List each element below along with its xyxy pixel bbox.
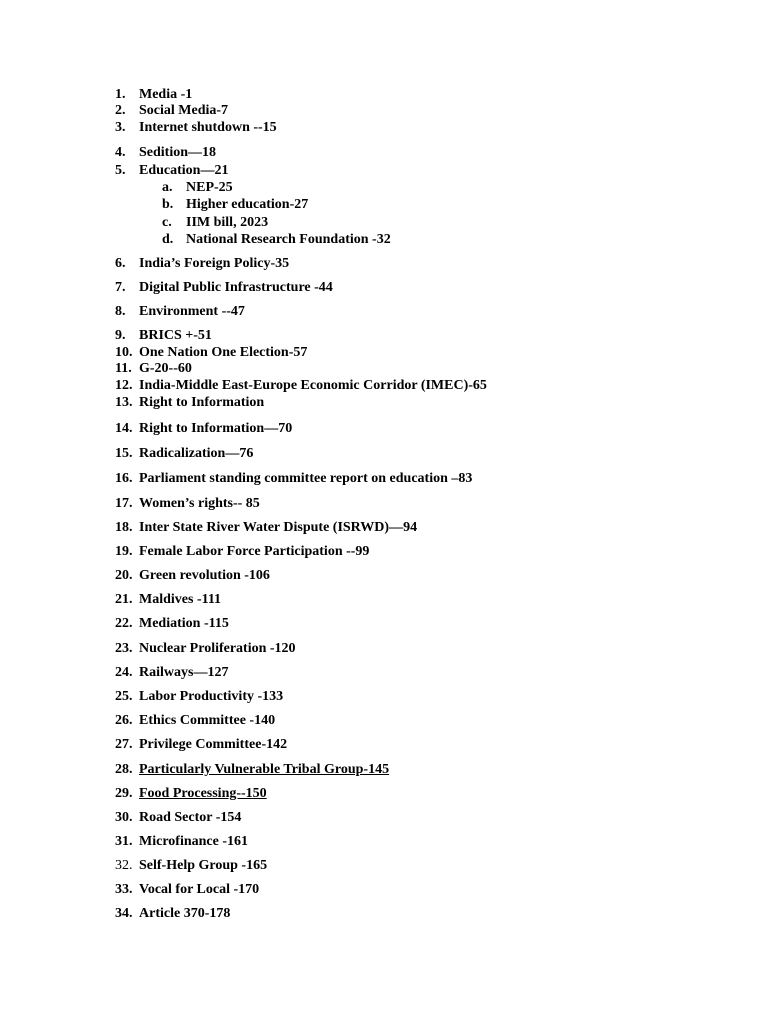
entry-number: 31.	[115, 834, 133, 849]
entry-number: 6.	[115, 256, 126, 271]
toc-entry	[115, 858, 267, 874]
entry-text: Particularly Vulnerable Tribal Group-145	[139, 762, 390, 777]
entry-text: Road Sector -154	[139, 810, 242, 825]
toc-entry	[115, 471, 472, 487]
entry-text: Parliament standing committee report on education –83	[139, 471, 473, 486]
toc-entry	[115, 120, 277, 136]
entry-text: National Research Foundation -32	[186, 232, 391, 247]
entry-number: 13.	[115, 395, 133, 410]
toc-entry	[115, 446, 253, 462]
toc-entry	[115, 87, 192, 103]
entry-number: 24.	[115, 665, 133, 680]
entry-number: 17.	[115, 496, 133, 511]
toc-entry	[115, 378, 487, 394]
toc-entry	[115, 737, 287, 753]
entry-text: Right to Information—70	[139, 421, 293, 436]
entry-text: Railways—127	[139, 665, 229, 680]
entry-number: 34.	[115, 906, 133, 921]
toc-entry	[115, 810, 241, 826]
toc-entry	[115, 103, 228, 119]
entry-number: 26.	[115, 713, 133, 728]
toc-entry	[115, 256, 289, 272]
entry-text: Female Labor Force Participation --99	[139, 544, 370, 559]
entry-text: Ethics Committee -140	[139, 713, 276, 728]
entry-text: Green revolution -106	[139, 568, 270, 583]
entry-text: Right to Information	[139, 395, 265, 410]
entry-number: 16.	[115, 471, 133, 486]
toc-entry	[115, 520, 417, 536]
toc-entry	[115, 145, 216, 161]
entry-number: 20.	[115, 568, 133, 583]
toc-entry	[115, 395, 264, 411]
entry-letter: a.	[162, 180, 173, 195]
toc-entry	[115, 496, 260, 512]
toc-entry	[115, 361, 192, 377]
entry-text: Higher education-27	[186, 197, 309, 212]
entry-text: IIM bill, 2023	[186, 215, 269, 230]
entry-number: 7.	[115, 280, 126, 295]
toc-entry	[115, 163, 228, 179]
toc-entry	[115, 328, 212, 344]
entry-number: 14.	[115, 421, 133, 436]
toc-entry	[115, 834, 248, 850]
toc-entry	[115, 345, 307, 361]
entry-number: 9.	[115, 328, 126, 343]
toc-entry	[115, 641, 296, 657]
entry-text: G-20--60	[139, 361, 192, 376]
entry-text: Education—21	[139, 163, 229, 178]
entry-text: Labor Productivity -133	[139, 689, 284, 704]
entry-text: India-Middle East-Europe Economic Corridor (IMEC)-65	[139, 378, 487, 393]
entry-number: 11.	[115, 361, 132, 376]
toc-entry	[115, 906, 230, 922]
entry-text: BRICS +-51	[139, 328, 212, 343]
entry-number: 33.	[115, 882, 133, 897]
entry-text: Digital Public Infrastructure -44	[139, 280, 333, 295]
toc-entry	[115, 592, 221, 608]
entry-number: 2.	[115, 103, 126, 118]
entry-number: 10.	[115, 345, 133, 360]
toc-entry	[115, 304, 245, 320]
toc-entry	[115, 568, 270, 584]
entry-letter: b.	[162, 197, 174, 212]
entry-text: Radicalization—76	[139, 446, 254, 461]
entry-text: Vocal for Local -170	[139, 882, 260, 897]
entry-number: 30.	[115, 810, 133, 825]
entry-text: Internet shutdown --15	[139, 120, 277, 135]
entry-text: Maldives -111	[139, 592, 222, 607]
entry-number: 25.	[115, 689, 133, 704]
toc-entry	[115, 713, 275, 729]
entry-text: Inter State River Water Dispute (ISRWD)—94	[139, 520, 418, 535]
toc-entry	[115, 280, 333, 296]
entry-number: 19.	[115, 544, 133, 559]
entry-letter: d.	[162, 232, 174, 247]
entry-number: 18.	[115, 520, 133, 535]
entry-number: 22.	[115, 616, 133, 631]
entry-text: India’s Foreign Policy-35	[139, 256, 290, 271]
entry-text: Social Media-7	[139, 103, 229, 118]
entry-number: 3.	[115, 120, 126, 135]
entry-text: Mediation -115	[139, 616, 229, 631]
entry-text: Privilege Committee-142	[139, 737, 288, 752]
entry-text: Sedition—18	[139, 145, 217, 160]
toc-entry	[115, 544, 369, 560]
toc-entry	[115, 786, 267, 802]
toc-entry	[115, 762, 389, 778]
entry-text: Environment --47	[139, 304, 245, 319]
toc-subentry	[162, 180, 233, 196]
entry-number: 27.	[115, 737, 133, 752]
toc-entry	[115, 689, 283, 705]
entry-number: 28.	[115, 762, 133, 777]
entry-text: One Nation One Election-57	[139, 345, 308, 360]
entry-letter: c.	[162, 215, 172, 230]
entry-number: 12.	[115, 378, 133, 393]
entry-text: Microfinance -161	[139, 834, 248, 849]
entry-text: Food Processing--150	[139, 786, 267, 801]
toc-subentry	[162, 215, 268, 231]
toc-subentry	[162, 232, 391, 248]
toc-entry	[115, 616, 229, 632]
entry-number: 5.	[115, 163, 126, 178]
entry-number: 23.	[115, 641, 133, 656]
entry-text: Media -1	[139, 87, 193, 102]
entry-number: 29.	[115, 786, 133, 801]
entry-number: 32.	[115, 858, 133, 873]
entry-number: 15.	[115, 446, 133, 461]
entry-text: NEP-25	[186, 180, 233, 195]
entry-number: 4.	[115, 145, 126, 160]
entry-text: Self-Help Group -165	[139, 858, 268, 873]
entry-number: 1.	[115, 87, 126, 102]
entry-text: Nuclear Proliferation -120	[139, 641, 296, 656]
toc-entry	[115, 665, 228, 681]
entry-number: 21.	[115, 592, 133, 607]
toc-entry	[115, 882, 259, 898]
entry-text: Article 370-178	[139, 906, 231, 921]
entry-text: Women’s rights-- 85	[139, 496, 260, 511]
entry-number: 8.	[115, 304, 126, 319]
toc-entry	[115, 421, 292, 437]
toc-subentry	[162, 197, 308, 213]
